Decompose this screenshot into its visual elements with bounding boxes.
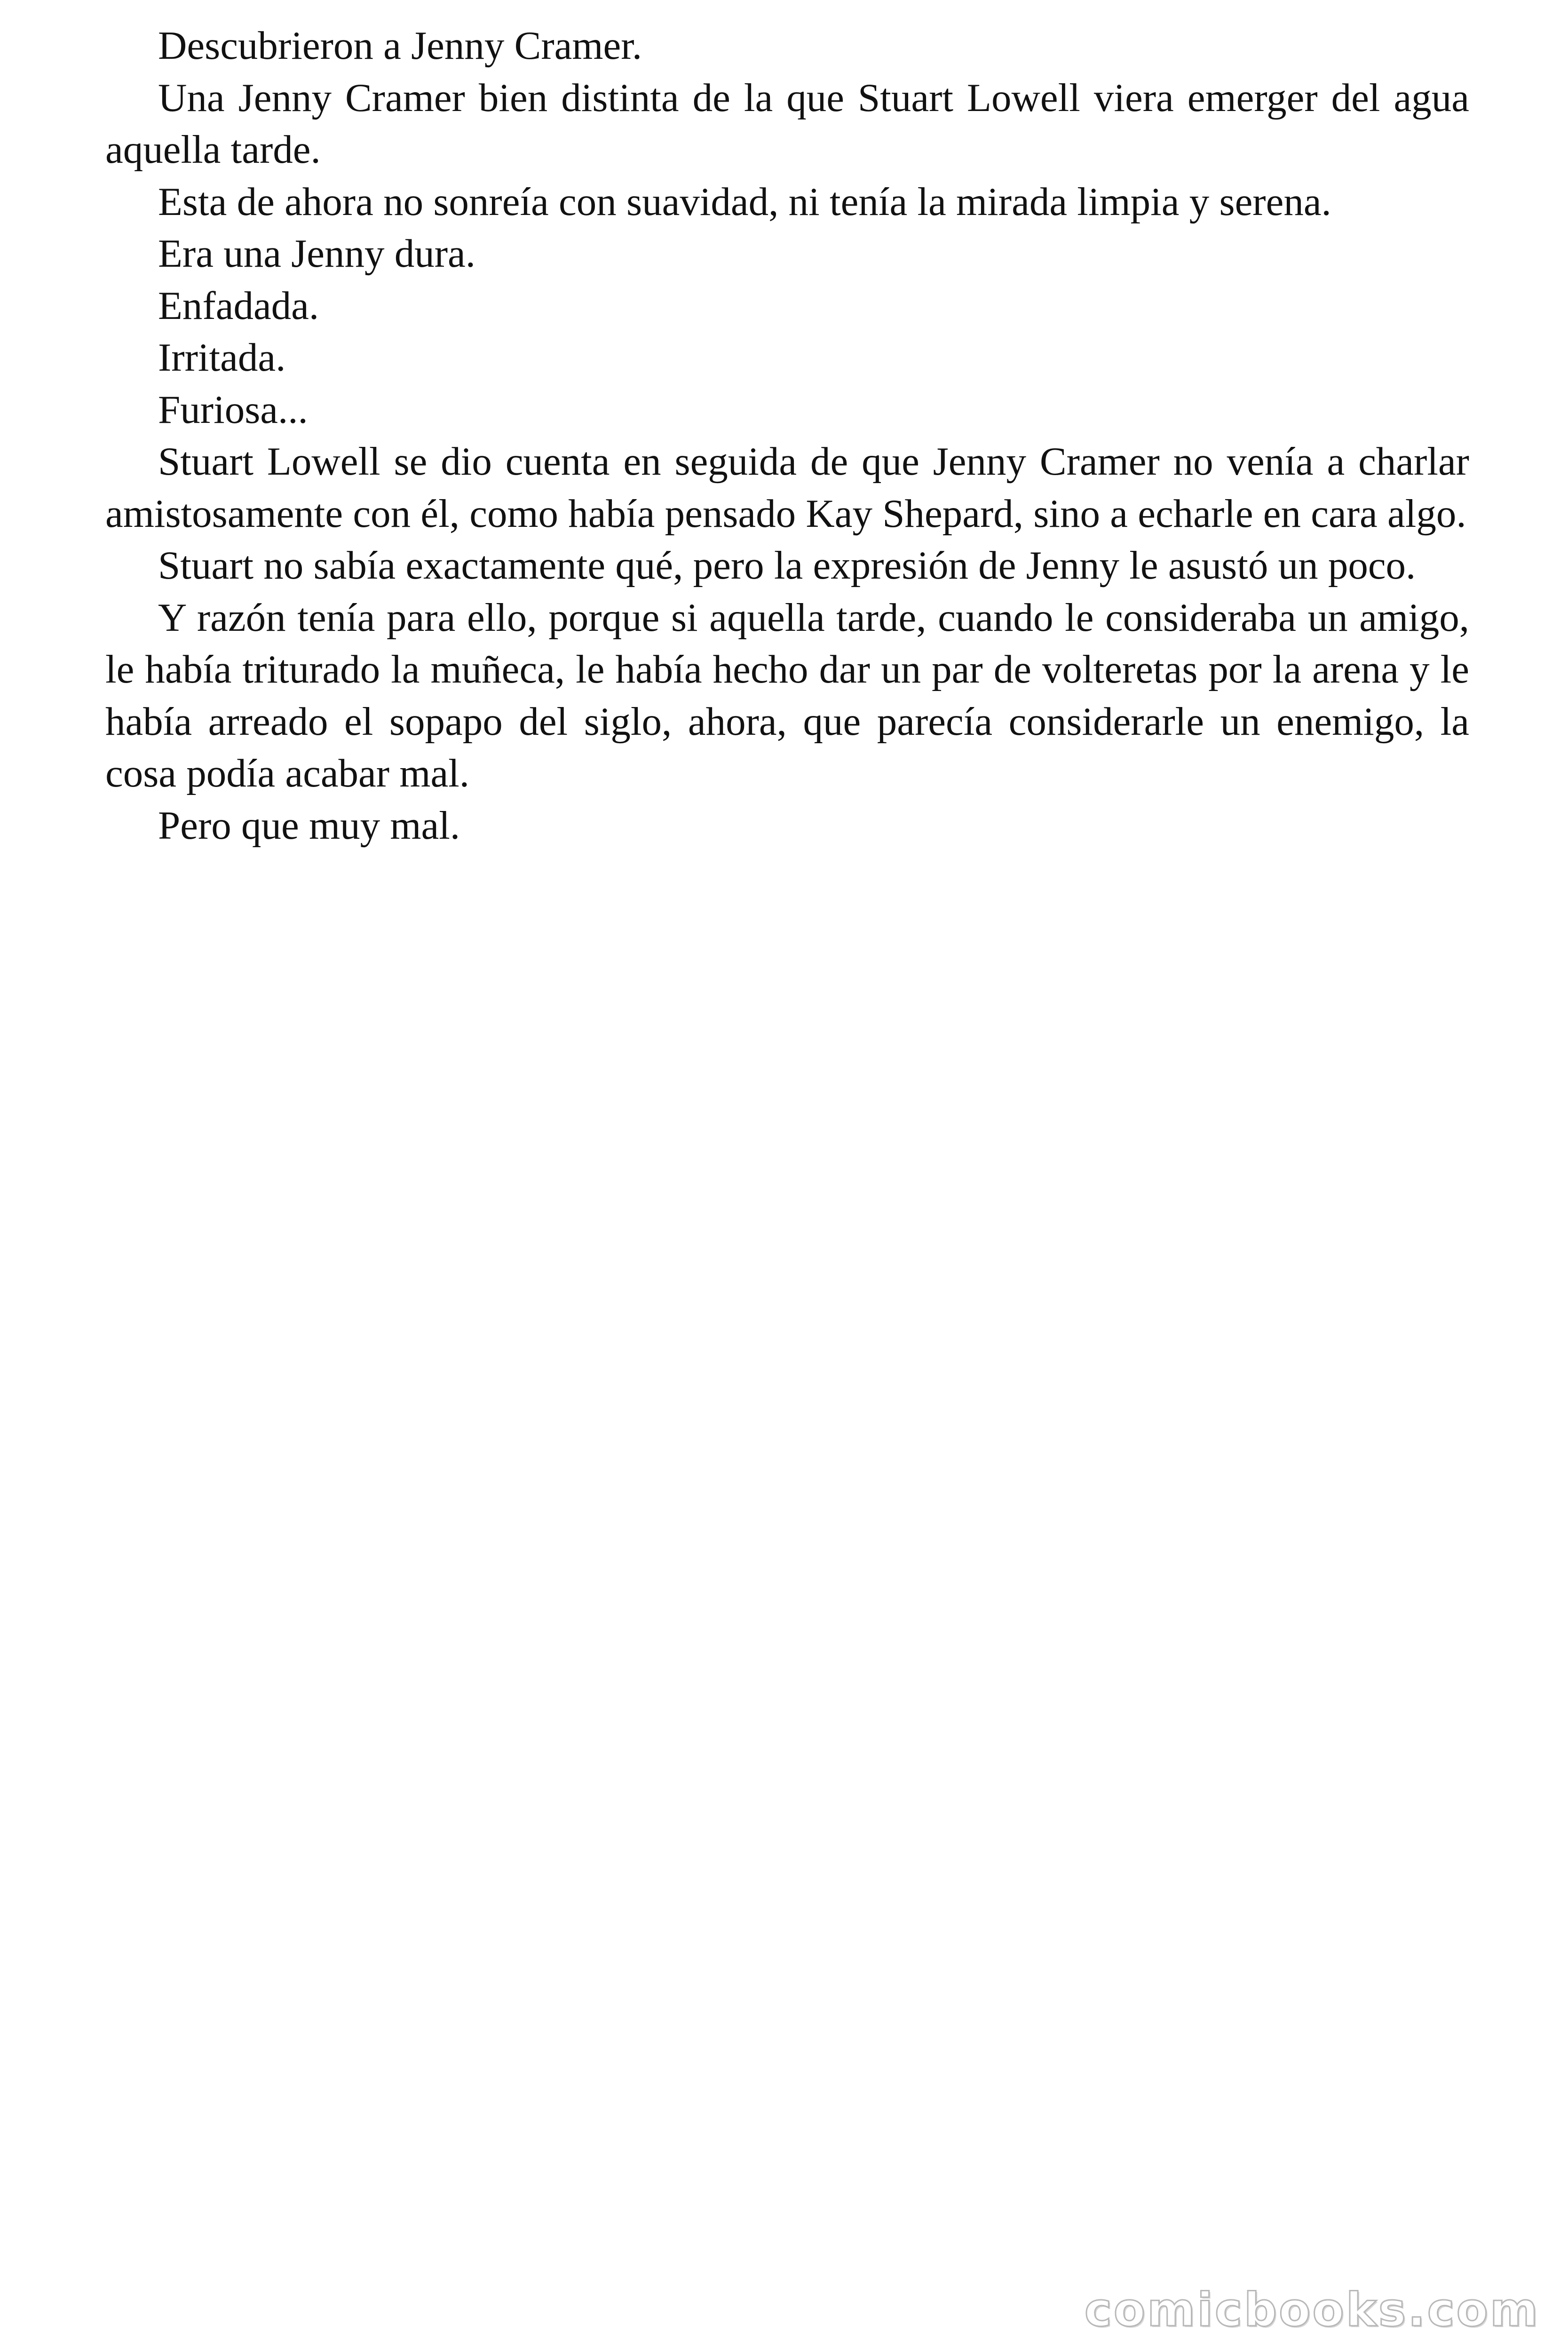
paragraph-4: Era una Jenny dura. — [158, 231, 476, 276]
watermark-logo: comicbooks.com — [1084, 2283, 1540, 2337]
paragraph-10: Y razón tenía para ello, porque si aquella tarde, cuando le consideraba un amigo, le había triturado la muñeca, le había hecho dar un par de volteretas por la arena y le había arreado el sopapo del siglo, ahora, que parecía considerarle un enemigo, la cosa podía acabar mal. — [105, 595, 1469, 795]
paragraph-9: Stuart no sabía exactamente qué, pero la expresión de Jenny le asustó un poco. — [158, 543, 1416, 588]
body-text — [105, 20, 1469, 851]
paragraph-11: Pero que muy mal. — [158, 803, 460, 848]
paragraph-8: Stuart Lowell se dio cuenta en seguida de que Jenny Cramer no venía a charlar amistosamente con él, como había pensado Kay Shepard, sino a echarle en cara algo. — [105, 439, 1469, 536]
paragraph-1: Descubrieron a Jenny Cramer. — [158, 24, 642, 68]
paragraph-6: Irritada. — [158, 335, 286, 380]
paragraph-5: Enfadada. — [158, 283, 319, 328]
paragraph-2: Una Jenny Cramer bien distinta de la que Stuart Lowell viera emerger del agua aquella tarde. — [105, 75, 1469, 172]
paragraph-7: Furiosa... — [158, 387, 308, 432]
paragraph-3: Esta de ahora no sonreía con suavidad, ni tenía la mirada limpia y serena. — [158, 179, 1331, 224]
